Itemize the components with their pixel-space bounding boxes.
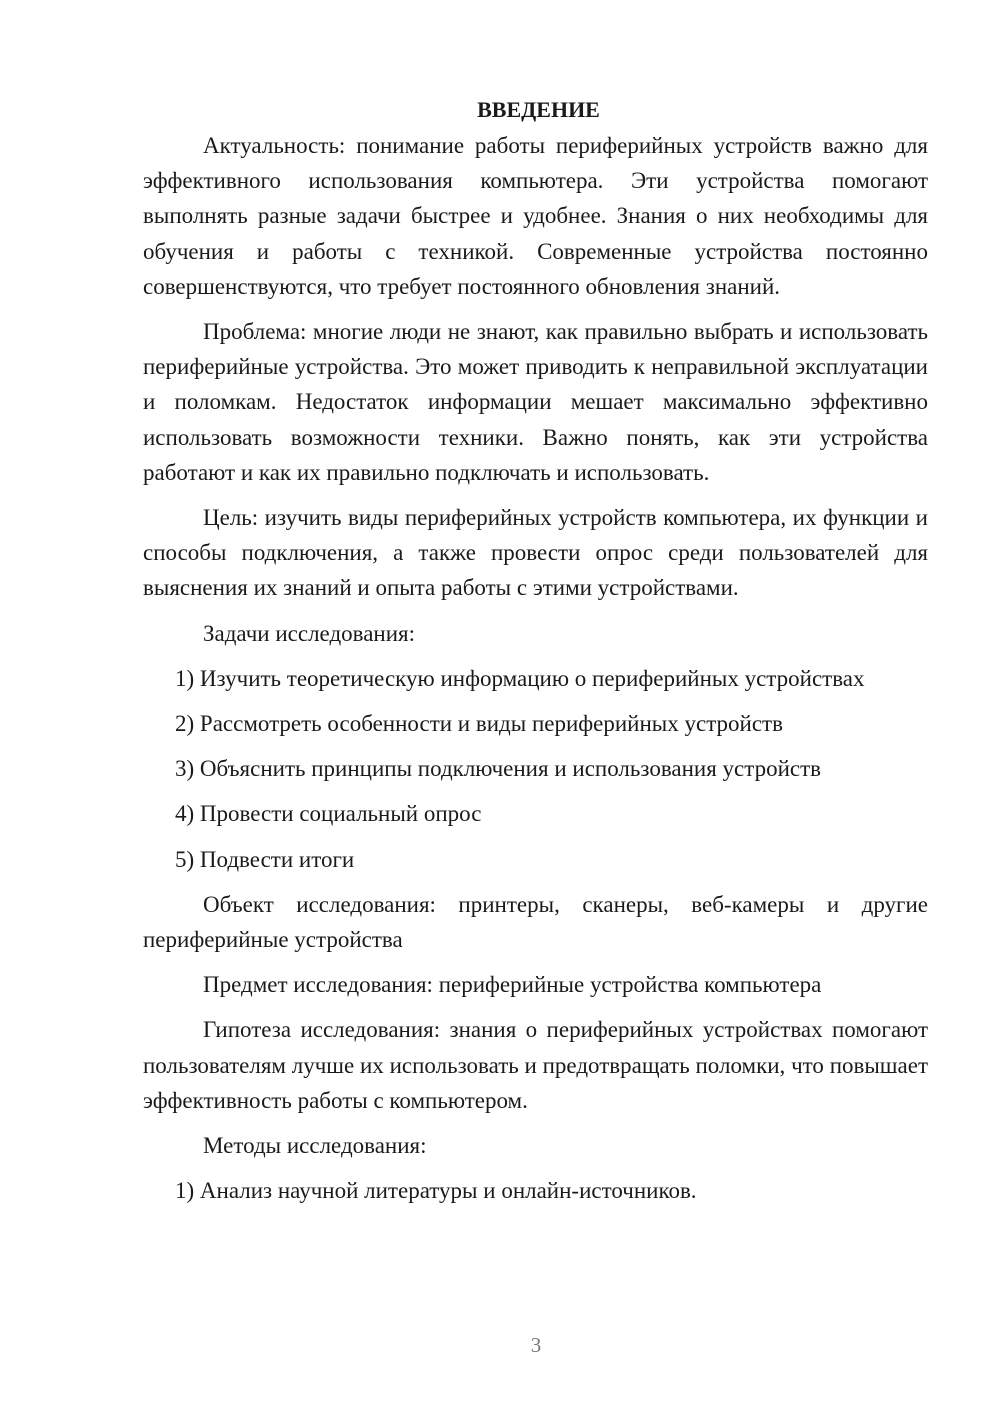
- task-item-2: 2) Рассмотреть особенности и виды периферийных устройств: [175, 711, 783, 737]
- method-item-1: 1) Анализ научной литературы и онлайн-источников.: [175, 1178, 697, 1204]
- section-heading: ВВЕДЕНИЕ: [477, 97, 600, 122]
- page-number: 3: [530, 1333, 542, 1357]
- page-content: [143, 94, 928, 1218]
- task-item-5: 5) Подвести итоги: [175, 846, 355, 872]
- goal-paragraph: Цель: изучить виды периферийных устройств компьютера, их функции и способы подключения, а также провести опрос среди пользователей для выяснения их знаний и опыта работы с этими устройствами.: [143, 505, 928, 601]
- relevance-paragraph: Актуальность: понимание работы периферийных устройств важно для эффективного использования компьютера. Эти устройства помогают выполнять разные задачи быстрее и удобнее. Знания о них необходимы для обучения и работы с техникой. Современные устройства постоянно совершенствуются, что требует постоянного обновления знаний.: [143, 133, 928, 299]
- task-item-1: 1) Изучить теоретическую информацию о периферийных устройствах: [175, 665, 865, 691]
- methods-heading: Методы исследования:: [203, 1133, 427, 1159]
- tasks-heading: Задачи исследования:: [203, 620, 416, 646]
- task-item-4: 4) Провести социальный опрос: [175, 801, 482, 827]
- problem-paragraph: Проблема: многие люди не знают, как правильно выбрать и использовать периферийные устройства. Это может приводить к неправильной эксплуатации и поломкам. Недостаток информации мешает максимально эффективно использовать возможности техники. Важно понять, как эти устройства работают и как их правильно подключать и использовать.: [143, 319, 928, 485]
- object-paragraph: Объект исследования: принтеры, сканеры, веб-камеры и другие периферийные устройства: [143, 891, 928, 953]
- subject-paragraph: Предмет исследования: периферийные устройства компьютера: [203, 972, 822, 998]
- task-item-3: 3) Объяснить принципы подключения и использования устройств: [175, 756, 821, 782]
- hypothesis-paragraph: Гипотеза исследования: знания о периферийных устройствах помогают пользователям лучше их использовать и предотвращать поломки, что повышает эффективность работы с компьютером.: [143, 1017, 928, 1113]
